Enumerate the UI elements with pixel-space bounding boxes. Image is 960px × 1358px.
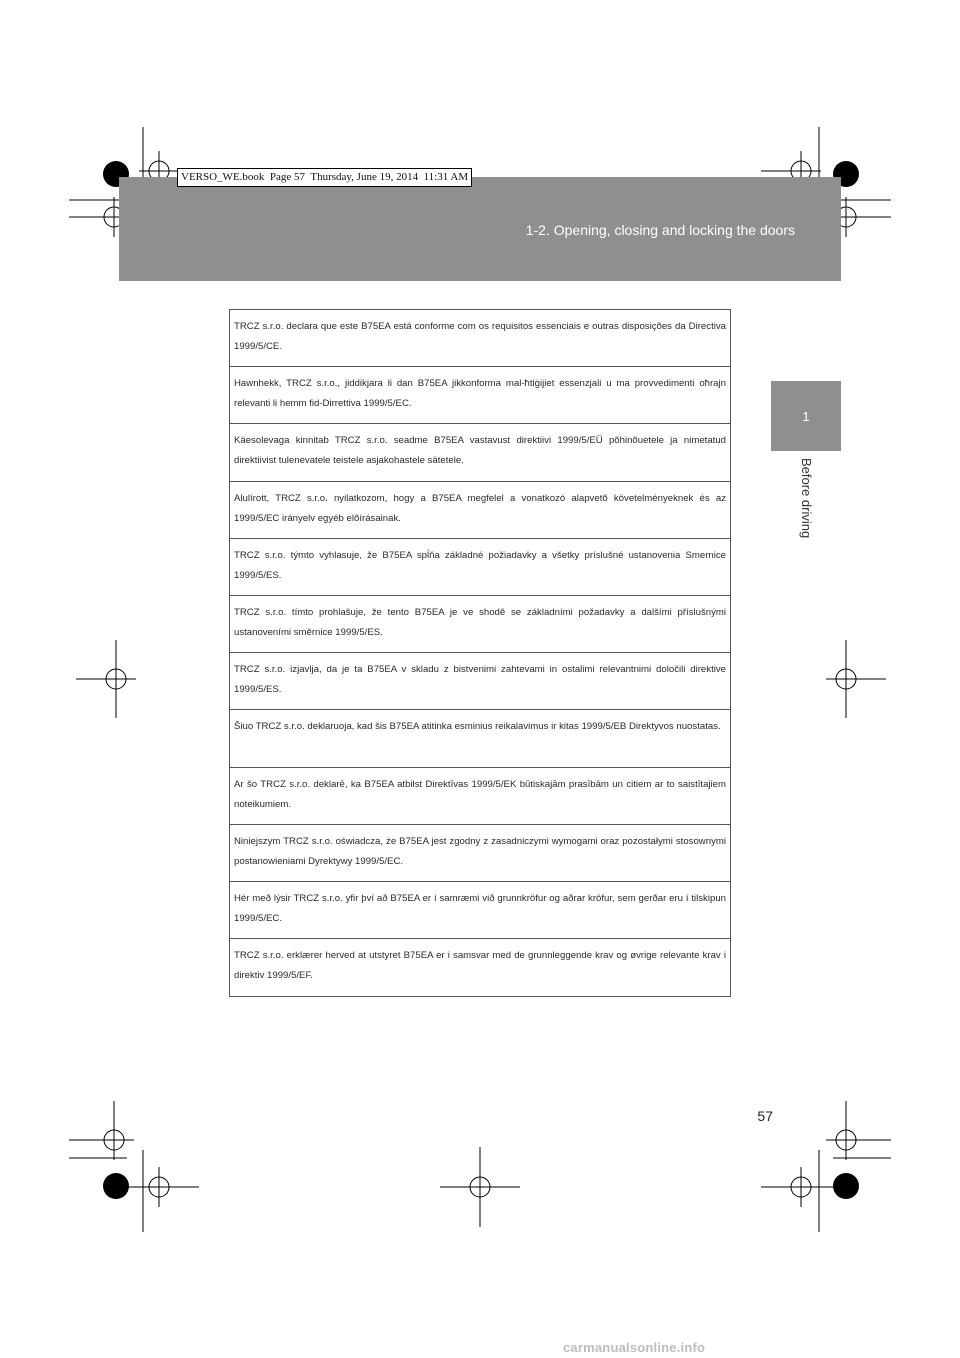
declaration-cell: TRCZ s.r.o. izjavlja, da je ta B75EA v skladu z bistvenimi zahtevami in ostalimi relevantnimi določili direktive 1999/5/ES.	[230, 653, 730, 710]
declaration-cell: Niniejszym TRCZ s.r.o. oświadcza, że B75EA jest zgodny z zasadniczymi wymogami oraz pozostałymi stosownymi postanowieniami Dyrektywy 1999/5/EC.	[230, 825, 730, 882]
page-number: 57	[757, 1108, 773, 1124]
declaration-cell: Šiuo TRCZ s.r.o. deklaruoja, kad šis B75EA atitinka esminius reikalavimus ir kitas 1999/5/EB Direktyvos nuostatas.	[230, 710, 730, 767]
declaration-cell: TRCZ s.r.o. erklærer herved at utstyret B75EA er i samsvar med de grunnleggende krav og øvrige relevante krav i direktiv 1999/5/EF.	[234, 950, 726, 982]
declaration-cell: TRCZ s.r.o. declara que este B75EA está conforme com os requisitos essenciais e outras disposições da Directiva 1999/5/CE.	[230, 310, 730, 367]
chapter-label: Before driving	[799, 458, 814, 539]
declaration-cell: Hawnhekk, TRCZ s.r.o., jiddikjara li dan B75EA jikkonforma mal-ħtiġijiet essenzjali u ma provvedimenti oħrajn relevanti li hemm fid-Dirrettiva 1999/5/EC.	[230, 367, 730, 424]
declarations-table	[229, 309, 731, 997]
header-band	[119, 177, 841, 281]
section-title: 1-2. Opening, closing and locking the doors	[525, 222, 795, 238]
declaration-cell: Hér með lýsir TRCZ s.r.o. yfir því að B75EA er í samræmi við grunnkröfur og aðrar kröfur, sem gerðar eru í tilskipun 1999/5/EC.	[230, 882, 730, 939]
declaration-cell: Ar šo TRCZ s.r.o. deklarē, ka B75EA atbilst Direktīvas 1999/5/EK būtiskajām prasībām un citiem ar to saistītajiem noteikumiem.	[230, 768, 730, 825]
footer-watermark: carmanualsonline.info	[563, 1340, 706, 1355]
chapter-tab	[771, 381, 841, 451]
declaration-cell: TRCZ s.r.o. týmto vyhlasuje, že B75EA spĺňa základné požiadavky a všetky príslušné ustanovenia Smernice 1999/5/ES.	[230, 539, 730, 596]
declaration-cell: TRCZ s.r.o. tímto prohlašuje, že tento B75EA je ve shodě se základními požadavky a dalšími příslušnými ustanoveními směrnice 1999/5/ES.	[230, 596, 730, 653]
chapter-number: 1	[802, 408, 810, 424]
declaration-cell: Käesolevaga kinnitab TRCZ s.r.o. seadme B75EA vastavust direktiivi 1999/5/EÜ põhinõuetele ja nimetatud direktiivist tulenevatele teistele asjakohastele sätetele.	[230, 424, 730, 481]
book-stamp: VERSO_WE.book Page 57 Thursday, June 19, 2014 11:31 AM	[177, 168, 472, 187]
declaration-cell: Alulírott, TRCZ s.r.o. nyilatkozom, hogy a B75EA megfelel a vonatkozó alapvetõ követelményeknek és az 1999/5/EC irányelv egyéb elõírásainak.	[230, 482, 730, 539]
